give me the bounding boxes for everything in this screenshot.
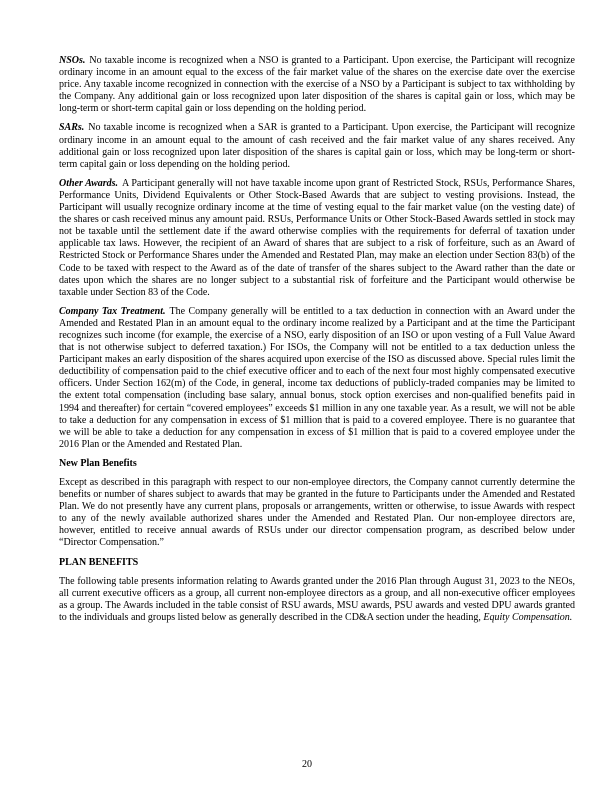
paragraph-plan-benefits bbox=[59, 576, 575, 624]
paragraph-nsos-lead: NSOs. bbox=[59, 55, 86, 66]
paragraph-sars bbox=[59, 122, 575, 170]
paragraph-other-awards-text: A Participant generally will not have taxable income upon grant of Restricted Stock, RSUs, Performance Shares, Performance Units, Dividend Equivalents or Other Stock-Based Awards that are subject to vesting provisions. Instead, the Participant will usually recognize ordinary income at the time of vesting equal to the fair market value (on the vesting date) of the shares or cash received minus any amount paid. RSUs, Performance Units or Other Stock-Based Awards settled in stock may not be taxable until the settlement date if the award otherwise complies with the requirements for deferral of taxation under applicable tax laws. However, the recipient of an Award of shares that are subject to a risk of forfeiture, such as an Award of Restricted Stock or Performance Shares under the Amended and Restated Plan, may make an election under Section 83(b) of the Code to be taxed with respect to the Award as of the date of transfer of the shares subject to the Award rather than the date or dates upon which the shares are no longer subject to a substantial risk of forfeiture and the Participant would otherwise be taxable under Section 83 of the Code. bbox=[59, 177, 576, 298]
paragraph-sars-text: No taxable income is recognized when a SAR is granted to a Participant. Upon exercise, the Participant will recognize ordinary income in an amount equal to the amount of cash received and the fair market value of any shares received. Any additional gain or loss recognized upon later disposition of the shares is capital gain or loss, which may be long-term or short-term capital gain or loss depending on the holding period. bbox=[59, 122, 575, 170]
page-number: 20 bbox=[302, 759, 312, 770]
paragraph-other-awards bbox=[59, 178, 575, 299]
paragraph-company-tax-treatment-lead: Company Tax Treatment. bbox=[59, 305, 166, 317]
paragraph-company-tax-treatment-text: The Company generally will be entitled to a tax deduction in connection with an Award under the Amended and Restated Plan in an amount equal to the ordinary income realized by a Participant and at the time the Participant recognizes such income (for example, the exercise of a NSO, early disposition of an ISO or upon vesting of a Full Value Award that is not otherwise subject to deferred taxation.) For ISOs, the Company will not be entitled to a tax deduction unless the Participant makes an early disposition of the shares acquired upon exercise of the ISO as discussed above. Special rules limit the deductibility of compensation paid to the chief executive officer and to each of the next four most highly compensated executive officers. Under Section 162(m) of the Code, in general, income tax deductions of publicly-traded companies may be limited to the extent total compensation (including base salary, annual bonus, stock option exercises and non-qualified benefits paid in 1994 and thereafter) for certain “covered employees” exceeds $1 million in any one taxable year. As a result, we will not be able to take a deduction for any compensation in excess of $1 million that is paid to a covered employee. There is no guarantee that we will be able to take a deduction for any compensation in excess of $1 million that is paid to a covered employee under the 2016 Plan or the Amended and Restated Plan. bbox=[59, 305, 575, 450]
paragraph-nsos-text: No taxable income is recognized when a NSO is granted to a Participant. Upon exercise, the Participant will recognize ordinary income in an amount equal to the excess of the fair market value of the shares on the exercise date over the exercise price. Any taxable income recognized in connection with the exercise of a NSO by a Participant is subject to tax withholding by the Company. Any additional gain or loss recognized upon later disposition of the shares is capital gain or loss, which may be long-term or short-term capital gain or loss depending on the holding period. bbox=[59, 55, 575, 115]
paragraph-new-plan-benefits bbox=[59, 477, 575, 550]
page-footer bbox=[0, 759, 614, 771]
document-content bbox=[59, 55, 575, 631]
heading-plan-benefits: PLAN BENEFITS bbox=[59, 556, 139, 568]
heading-new-plan-benefits: New Plan Benefits bbox=[59, 457, 137, 469]
paragraph-new-plan-benefits-text: Except as described in this paragraph with respect to our non-employee directors, the Company cannot currently determine the benefits or number of shares subject to awards that may be granted in the future to Participants under the Amended and Restated Plan. We do not presently have any current plans, proposals or arrangements, written or otherwise, to issue Awards with respect to any of the newly available authorized shares under the Amended and Restated Plan. Our non-employee directors are, however, entitled to receive annual awards of RSUs under our director compensation program, as described below under “Director Compensation.” bbox=[59, 477, 575, 549]
paragraph-plan-benefits-italic-tail: Equity Compensation. bbox=[483, 611, 573, 623]
paragraph-company-tax-treatment bbox=[59, 306, 575, 451]
paragraph-nsos bbox=[59, 55, 575, 115]
paragraph-sars-lead: SARs. bbox=[59, 122, 85, 134]
paragraph-other-awards-lead: Other Awards. bbox=[59, 177, 119, 189]
paragraph-plan-benefits-text: The following table presents information relating to Awards granted under the 2016 Plan through August 31, 2023 to the NEOs, all current executive officers as a group, all current non-employee directors as a group, and all non-executive officer employees as a group. The Awards included in the table consist of RSU awards, MSU awards, PSU awards and vested DPU awards granted to the individuals and groups listed below as generally described in the CD&A section under the heading, bbox=[59, 575, 575, 623]
